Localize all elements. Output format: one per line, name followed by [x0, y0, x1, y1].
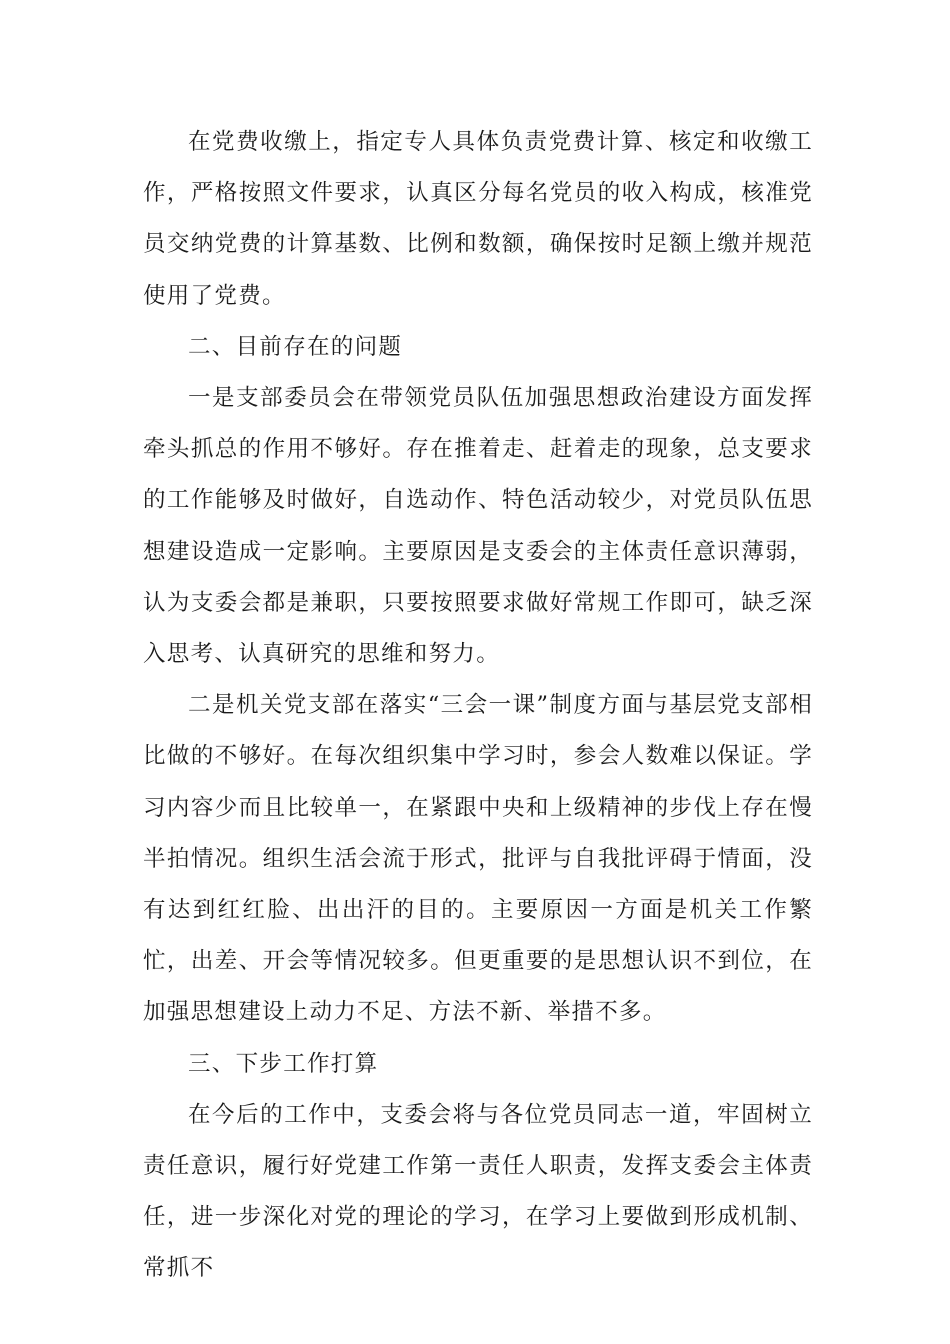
section-heading-current-problems: 二、目前存在的问题	[188, 333, 403, 360]
section-heading-next-steps: 三、下步工作打算	[188, 1050, 379, 1077]
document-body	[143, 117, 813, 1295]
paragraph-next-steps: 在今后的工作中，支委会将与各位党员同志一道，牢固树立责任意识，履行好党建工作第一责任人职责，发挥支委会主体责任，进一步深化对党的理论的学习，在学习上要做到形成机制、常抓不	[143, 1101, 813, 1282]
paragraph-party-dues: 在党费收缴上，指定专人具体负责党费计算、核定和收缴工作，严格按照文件要求，认真区分每名党员的收入构成，核准党员交纳党费的计算基数、比例和数额，确保按时足额上缴并规范使用了党费。	[143, 129, 813, 309]
paragraph-problem-two: 二是机关党支部在落实“三会一课”制度方面与基层党支部相比做的不够好。在每次组织集中学习时，参会人数难以保证。学习内容少而且比较单一，在紧跟中央和上级精神的步伐上存在慢半拍情况。组织生活会流于形式，批评与自我批评碍于情面，没有达到红红脸、出出汗的目的。主要原因一方面是机关工作繁忙，出差、开会等情况较多。但更重要的是思想认识不到位，在加强思想建设上动力不足、方法不新、举措不多。	[143, 692, 813, 1026]
paragraph-problem-one: 一是支部委员会在带领党员队伍加强思想政治建设方面发挥牵头抓总的作用不够好。存在推着走、赶着走的现象，总支要求的工作能够及时做好，自选动作、特色活动较少，对党员队伍思想建设造成一定影响。主要原因是支委会的主体责任意识薄弱，认为支委会都是兼职，只要按照要求做好常规工作即可，缺乏深入思考、认真研究的思维和努力。	[143, 385, 813, 668]
